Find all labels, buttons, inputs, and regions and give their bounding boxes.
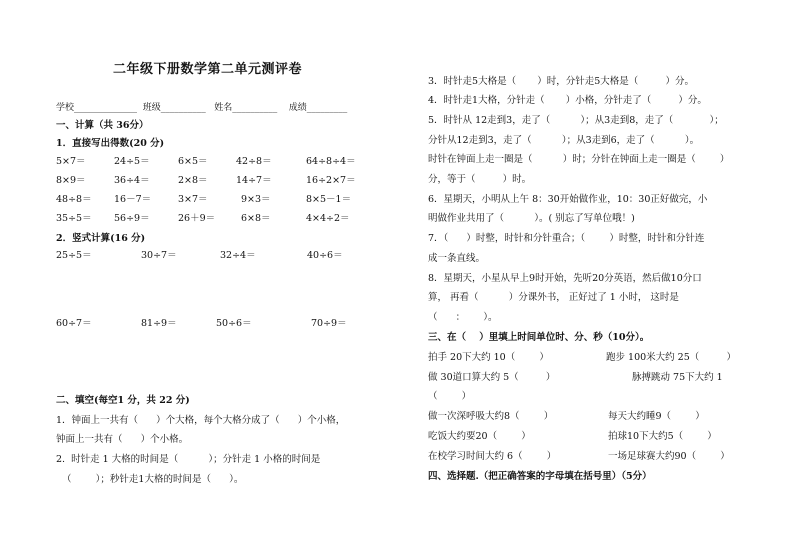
fill-line: 4．时针走1大格，分针走（ ）小格，分针走了（ ）分。 xyxy=(428,95,707,106)
time-unit-item: 在校学习时间大约 6（ ） xyxy=(428,451,557,462)
oral-item: 6×5＝ xyxy=(178,156,208,167)
oral-item: 26＋9＝ xyxy=(178,213,216,224)
vertical-item: 30÷7＝ xyxy=(141,250,177,261)
section1-heading: 一、计算（共 36分） xyxy=(56,120,149,131)
time-unit-item: 拍球10下大约5（ ） xyxy=(608,431,717,442)
time-unit-item: 做一次深呼吸大约8（ ） xyxy=(428,411,554,422)
fill-line: 钟面上一共有（ ）个小格。 xyxy=(56,434,189,445)
fill-line: 成一条直线。 xyxy=(428,253,486,264)
time-unit-item: （ ） xyxy=(428,391,472,402)
time-unit-item: 脉搏跳动 75下大约 1 xyxy=(632,372,723,383)
fill-line: 8．星期天，小星从早上9时开始，先听20分英语，然后做10分口 xyxy=(428,273,702,284)
vertical-calc-heading: 2．竖式计算(16 分) xyxy=(56,233,146,244)
oral-item: 36÷4＝ xyxy=(114,175,150,186)
oral-item: 24÷5＝ xyxy=(114,156,150,167)
time-unit-item: 一场足球赛大约90（ ） xyxy=(608,451,730,462)
oral-item: 16÷2×7＝ xyxy=(306,175,356,186)
fill-line: 时针在钟面上走一圈是（ ）时；分针在钟面上走一圈是（ ） xyxy=(428,154,730,165)
vertical-item: 32÷4＝ xyxy=(220,250,256,261)
fill-line: 分，等于（ ）时。 xyxy=(428,174,532,185)
oral-item: 2×8＝ xyxy=(178,175,208,186)
fill-line: （ ： ）。 xyxy=(428,312,498,323)
page-title: 二年级下册数学第二单元测评卷 xyxy=(113,62,303,77)
fill-line: 分针从12走到3，走了（ ）；从3走到6，走了（ ）。 xyxy=(428,135,700,146)
vertical-item: 40÷6＝ xyxy=(307,250,343,261)
vertical-item: 50÷6＝ xyxy=(216,318,252,329)
oral-item: 4×4÷2＝ xyxy=(306,213,350,224)
time-unit-item: 吃饭大约要20（ ） xyxy=(428,431,531,442)
oral-item: 35÷5＝ xyxy=(56,213,92,224)
time-unit-item: 拍手 20下大约 10（ ） xyxy=(428,352,549,363)
fill-line: 7．（ ）时整，时针和分针重合；（ ）时整，时针和分针连 xyxy=(428,233,705,244)
time-unit-item: 跑步 100米大约 25（ ） xyxy=(606,352,736,363)
oral-item: 6×8＝ xyxy=(241,213,271,224)
oral-item: 3×7＝ xyxy=(178,194,208,205)
oral-item: 48÷8＝ xyxy=(56,194,92,205)
section2-heading: 二、填空(每空1 分，共 22 分) xyxy=(56,395,190,406)
fill-line: 6．星期天，小明从上午 8：30开始做作业，10：30正好做完，小 xyxy=(428,194,708,205)
oral-item: 9×3＝ xyxy=(241,194,271,205)
fill-line: 算， 再看（ ）分课外书， 正好过了 1 小时， 这时是 xyxy=(428,292,679,303)
time-unit-item: 每天大约睡9（ ） xyxy=(608,411,705,422)
student-info-line: 学校______________ 班级__________ 姓名__________ 成绩_________ xyxy=(56,103,348,113)
section4-heading: 四、选择题.（把正确答案的字母填在括号里）（5分） xyxy=(428,471,652,482)
oral-item: 16－7＝ xyxy=(114,194,152,205)
fill-line: （ ）；秒针走1大格的时间是（ ）。 xyxy=(62,474,244,485)
fill-line: 3．时针走5大格是（ ）时，分针走5大格是（ ）分。 xyxy=(428,76,694,87)
oral-item: 42÷8＝ xyxy=(236,156,272,167)
vertical-item: 60÷7＝ xyxy=(56,318,92,329)
oral-item: 8×5－1＝ xyxy=(306,194,352,205)
oral-item: 56÷9＝ xyxy=(114,213,150,224)
vertical-item: 81÷9＝ xyxy=(141,318,177,329)
time-unit-item: 做 30道口算大约 5（ ） xyxy=(428,372,556,383)
section3-heading: 三、在（ ）里填上时间单位时、分、秒（10分）。 xyxy=(428,332,650,343)
oral-item: 8×9＝ xyxy=(56,175,86,186)
oral-item: 64÷8÷4＝ xyxy=(306,156,356,167)
vertical-item: 70÷9＝ xyxy=(311,318,347,329)
oral-item: 5×7＝ xyxy=(56,156,86,167)
oral-item: 14÷7＝ xyxy=(236,175,272,186)
fill-line: 明做作业共用了（ ）。( 别忘了写单位哦！) xyxy=(428,213,635,224)
oral-calc-heading: 1．直接写出得数(20 分) xyxy=(56,138,165,149)
fill-line: 5．时针从 12走到3，走了（ ）；从3走到8，走了（ ）； xyxy=(428,115,724,126)
fill-line: 2. 时针走 1 大格的时间是（ ）；分针走 1 小格的时间是 xyxy=(56,454,321,465)
fill-line: 1．钟面上一共有（ ）个大格，每个大格分成了（ ）个小格， xyxy=(56,415,346,426)
vertical-item: 25÷5＝ xyxy=(56,250,92,261)
